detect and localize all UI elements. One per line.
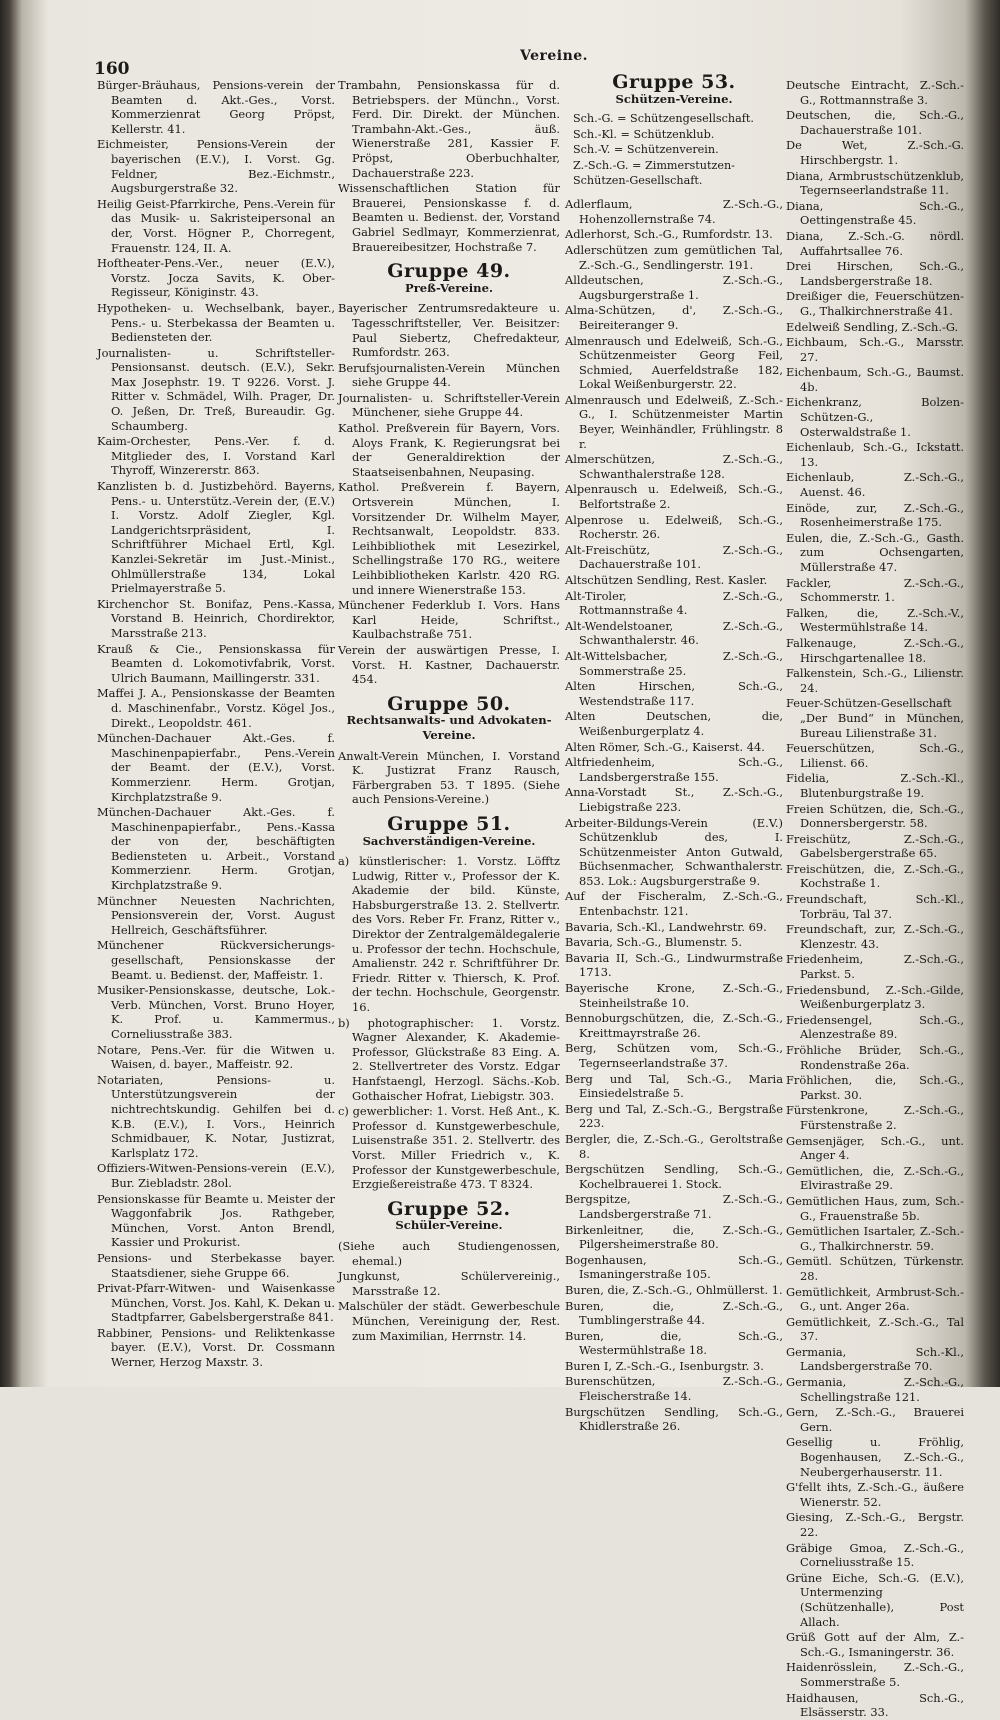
- directory-entry: Buren, die, Sch.-G., Westermühlstraße 18.: [565, 1328, 783, 1358]
- directory-entry: Bennoburgschützen, die, Z.-Sch.-G., Kreittmayrstraße 26.: [565, 1011, 783, 1040]
- directory-entry: Freien Schützen, die, Sch.-G., Donnersbergerstr. 58.: [786, 801, 964, 831]
- directory-entry: Berg, Schützen vom, Sch.-G., Tegernseerlandstraße 37.: [565, 1041, 783, 1070]
- directory-entry: Journalisten- u. Schriftsteller-Verein Münchener, siehe Gruppe 44.: [338, 390, 560, 420]
- directory-entry: Friedensengel, Sch.-G., Alenzestraße 89.: [786, 1012, 964, 1042]
- directory-entry: Hypotheken- u. Wechselbank, bayer., Pens.- u. Sterbekassa der Beamten u. Bediensteten der.: [97, 300, 335, 345]
- directory-entry: Altfriedenheim, Sch.-G., Landsbergerstraße 155.: [565, 755, 783, 784]
- directory-entry: Pensions- und Sterbekasse bayer. Staatsdiener, siehe Gruppe 66.: [97, 1250, 335, 1280]
- directory-entry: Buren I, Z.-Sch.-G., Isenburgstr. 3.: [565, 1358, 764, 1373]
- directory-entry: Eichenlaub, Sch.-G., Ickstatt. 13.: [786, 440, 964, 469]
- directory-entry: Diana, Sch.-G., Oettingenstraße 45.: [786, 198, 964, 228]
- directory-entry: Adlerflaum, Z.-Sch.-G., Hohenzollernstraße 74.: [565, 197, 783, 226]
- directory-entry: Bergschützen Sendling, Sch.-G., Kochelbrauerei 1. Stock.: [565, 1162, 783, 1191]
- directory-entry: Freischützen, die, Z.-Sch.-G., Kochstraße 1.: [786, 861, 964, 891]
- directory-entry: Bayerischer Zentrumsredakteure u. Tagesschriftsteller, Ver. Beisitzer: Paul Siebertz, Chefredakteur, Rumfordstr. 263.: [338, 301, 560, 360]
- directory-entry: Bavaria, Sch.-Kl., Landwehrstr. 69.: [565, 919, 767, 934]
- directory-entry: Diana, Z.-Sch.-G. nördl. Auffahrtsallee 76.: [786, 228, 964, 258]
- directory-entry: Falkenstein, Sch.-G., Lilienstr. 24.: [786, 666, 964, 695]
- directory-entry: Birkenleitner, die, Z.-Sch.-G., Pilgersheimerstraße 80.: [565, 1222, 783, 1252]
- directory-entry: Rabbiner, Pensions- und Reliktenkasse bayer. (E.V.), Vorst. Dr. Cossmann Werner, Herzog Maxstr. 3.: [97, 1325, 335, 1370]
- directory-entry: Berufsjournalisten-Verein München siehe Gruppe 44.: [338, 360, 560, 390]
- directory-entry: Gemütl. Schützen, Türkenstr. 28.: [786, 1254, 964, 1283]
- directory-entry: Germania, Z.-Sch.-G., Schellingstraße 121.: [786, 1375, 964, 1404]
- directory-entry: Berg und Tal, Sch.-G., Maria Einsiedelstraße 5.: [565, 1071, 783, 1101]
- directory-entry: Eulen, die, Z.-Sch.-G., Gasth. zum Ochsengarten, Müllerstraße 47.: [786, 530, 964, 574]
- directory-entry: Diana, Armbrustschützenklub, Tegernseerlandstraße 11.: [786, 168, 964, 198]
- directory-entry: Arbeiter-Bildungs-Verein (E.V.) Schützenklub des, I. Schützenmeister Anton Gutwald, Büchsenmacher, Schwanthalerstr. 853. Lok.: Augsburgerstraße 9.: [565, 815, 783, 888]
- directory-entry: Gemütlichkeit, Z.-Sch.-G., Tal 37.: [786, 1314, 964, 1344]
- directory-entry: G'fellt ihts, Z.-Sch.-G., äußere Wienerstr. 52.: [786, 1480, 964, 1509]
- directory-entry: Friedenheim, Z.-Sch.-G., Parkst. 5.: [786, 952, 964, 982]
- directory-entry: Grüß Gott auf der Alm, Z.-Sch.-G., Ismaningerstr. 36.: [786, 1630, 964, 1659]
- group-50-entries: [338, 749, 560, 807]
- group-53-abbreviations: [565, 112, 783, 188]
- directory-entry: Friedensbund, Z.-Sch.-Gilde, Weißenburgerplatz 3.: [786, 982, 964, 1012]
- directory-entry: Eichbaum, Sch.-G., Marsstr. 27.: [786, 335, 964, 364]
- directory-entry: Adlerschützen zum gemütlichen Tal, Z.-Sch.-G., Sendlingerstr. 191.: [565, 242, 783, 272]
- directory-entry: Alten Römer, Sch.-G., Kaiserst. 44.: [565, 739, 765, 754]
- directory-entry: Gesellig u. Fröhlig, Bogenhausen, Z.-Sch.-G., Neubergerhauserstr. 11.: [786, 1435, 964, 1479]
- directory-entry: Auf der Fischeralm, Z.-Sch.-G., Entenbachstr. 121.: [565, 889, 783, 919]
- directory-entry: Kaim-Orchester, Pens.-Ver. f. d. Mitglieder des, I. Vorstand Karl Thyroff, Winzererstr. 863.: [97, 434, 335, 478]
- directory-entry: Bavaria II, Sch.-G., Lindwurmstraße 1713.: [565, 950, 783, 980]
- directory-entry: Bayerische Krone, Z.-Sch.-G., Steinheilstraße 10.: [565, 981, 783, 1010]
- directory-entry: c) gewerblicher: 1. Vorst. Heß Ant., K. Professor d. Kunstgewerbeschule, Luisenstraße 351. 2. Stellvertr. des Vorst. Miller Friedrich v., K. Professor der Kunstgewerbeschule, Erzgießereistraße 473. T 8324.: [338, 1104, 560, 1192]
- directory-entry: Almerschützen, Z.-Sch.-G., Schwanthalerstraße 128.: [565, 452, 783, 481]
- running-head: Vereine.: [520, 48, 589, 64]
- directory-entry: Münchner Neuesten Nachrichten, Pensionsverein der, Vorst. August Hellreich, Geschäftsführer.: [97, 893, 335, 937]
- directory-entry: a) künstlerischer: 1. Vorstz. Löfftz Ludwig, Ritter v., Professor der K. Akademie der bild. Künste, Habsburgerstraße 13. 2. Stellvertr. des Vors. Reber Fr. Franz, Ritter v., Direktor der Zentralgemäldegalerie u. Professor der techn. Hochschule, Amalienstr. 242 r. Schriftführer Dr. Friedr. Ritter v. Thiersch, K. Prof. der techn. Hochschule, Georgenstr. 16.: [338, 854, 560, 1015]
- directory-entry: Alldeutschen, Z.-Sch.-G., Augsburgerstraße 1.: [565, 273, 783, 302]
- directory-entry: Burgschützen Sendling, Sch.-G., Khidlerstraße 26.: [565, 1404, 783, 1434]
- group-52-subheading: Schüler-Vereine.: [395, 1218, 503, 1233]
- abbreviation-line: Sch.-V. = Schützenverein.: [573, 143, 719, 157]
- group-50-heading: Gruppe 50.: [387, 692, 511, 715]
- abbreviation-line: Sch.-G. = Schützengesellschaft.: [573, 112, 754, 126]
- group-51-subheading: Sachverständigen-Vereine.: [362, 833, 536, 848]
- directory-entry: Münchener Federklub I. Vors. Hans Karl Heide, Schriftst., Kaulbachstraße 751.: [338, 598, 560, 642]
- column-2: [338, 78, 560, 1378]
- directory-entry: Feuer-Schützen-Gesellschaft „Der Bund“ in München, Bureau Lilienstraße 31.: [786, 696, 964, 740]
- directory-entry: Alpenrose u. Edelweiß, Sch.-G., Rocherstr. 26.: [565, 512, 783, 542]
- group-52-entries: [338, 1239, 560, 1343]
- abbreviation-line: Z.-Sch.-G. = Zimmerstutzen-Schützen-Gesellschaft.: [573, 158, 735, 187]
- directory-entry: Buren, die, Z.-Sch.-G., Tumblingerstraße 44.: [565, 1298, 783, 1328]
- directory-entry: Krauß & Cie., Pensionskassa für Beamten d. Lokomotivfabrik, Vorst. Ulrich Baumann, Maillingerstr. 331.: [97, 641, 335, 685]
- directory-entry: Pensionskasse für Beamte u. Meister der Waggonfabrik Jos. Rathgeber, München, Vorst. Anton Brendl, Kassier und Prokurist.: [97, 1191, 335, 1250]
- directory-entry: Heilig Geist-Pfarrkirche, Pens.-Verein für das Musik- u. Sakristeipersonal an der, Vorst. Högner P., Chorregent, Frauenstr. 124, II. A.: [97, 196, 335, 255]
- col2-top-entries: [338, 78, 560, 254]
- directory-entry: Hoftheater-Pens.-Ver., neuer (E.V.), Vorstz. Jocza Savits, K. Ober-Regisseur, Königinstr. 43.: [97, 256, 335, 300]
- column-3: [565, 71, 783, 1434]
- directory-entry: Alpenrausch u. Edelweiß, Sch.-G., Belfortstraße 2.: [565, 482, 783, 512]
- directory-entry: Adlerhorst, Sch.-G., Rumfordstr. 13.: [565, 227, 773, 242]
- directory-entry: Alt-Wittelsbacher, Z.-Sch.-G., Sommerstraße 25.: [565, 648, 783, 678]
- directory-entry: Kanzlisten b. d. Justizbehörd. Bayerns, Pens.- u. Unterstütz.-Verein der, (E.V.) I. Vorstz. Adolf Ziegler, Kgl. Landgerichtsrpräsident, I. Schriftführer Michael Ertl, Kgl. Kanzlei-Sekretär im Just.-Minist., Ohlmüllerstraße 134, Lokal Prielmayerstraße 5.: [97, 479, 335, 596]
- directory-entry: Offiziers-Witwen-Pensions-verein (E.V.), Bur. Ziebladstr. 28ol.: [97, 1161, 335, 1190]
- group-50-subheading: Rechtsanwalts- und Advokaten-Vereine.: [346, 713, 552, 742]
- directory-entry: Fackler, Z.-Sch.-G., Schommerstr. 1.: [786, 575, 964, 605]
- directory-entry: Einöde, zur, Z.-Sch.-G., Rosenheimerstraße 175.: [786, 500, 964, 530]
- directory-entry: Dreißiger die, Feuerschützen-G., Thalkirchnerstraße 41.: [786, 289, 964, 318]
- directory-entry: De Wet, Z.-Sch.-G. Hirschbergstr. 1.: [786, 138, 964, 167]
- directory-entry: Almenrausch und Edelweiß, Z.-Sch.-G., I. Schützenmeister Martin Beyer, Weinhändler, Frühlingstr. 8 r.: [565, 392, 783, 451]
- directory-entry: Burenschützen, Z.-Sch.-G., Fleischerstraße 14.: [565, 1374, 783, 1404]
- directory-entry: Freischütz, Z.-Sch.-G., Gabelsbergerstraße 65.: [786, 831, 964, 861]
- directory-entry: b) photographischer: 1. Vorstz. Wagner Alexander, K. Akademie-Professor, Glückstraße 83 Eing. A. 2. Stellvertreter des Vorstz. Edgar Hanfstaengl, Herzogl. Sächs.-Kob. Gothaischer Hofrat, Liebigstr. 303.: [338, 1015, 560, 1103]
- directory-entry: Buren, die, Z.-Sch.-G., Ohlmüllerst. 1.: [565, 1282, 783, 1297]
- directory-entry: Freundschaft, Sch.-Kl., Torbräu, Tal 37.: [786, 892, 964, 921]
- directory-entry: Notare, Pens.-Ver. für die Witwen u. Waisen, d. bayer., Maffeistr. 92.: [97, 1042, 335, 1072]
- directory-entry: Alma-Schützen, d', Z.-Sch.-G., Beireiteranger 9.: [565, 303, 783, 332]
- directory-entry: Wissenschaftlichen Station für Brauerei, Pensionskasse f. d. Beamten u. Bedienst. der, Vorstand Gabriel Sedlmayr, Kommerzienrat, Brauereibesitzer, Hochstraße 7.: [338, 181, 560, 254]
- directory-entry: Gemütlichkeit, Armbrust-Sch.-G., unt. Anger 26a.: [786, 1284, 964, 1314]
- directory-entry: Alt-Freischütz, Z.-Sch.-G., Dachauerstraße 101.: [565, 542, 783, 572]
- abbreviation-line: Sch.-Kl. = Schützenklub.: [573, 127, 715, 141]
- directory-entry: Gern, Z.-Sch.-G., Brauerei Gern.: [786, 1405, 964, 1434]
- page-number: 160: [94, 59, 130, 79]
- group-49-heading: Gruppe 49.: [387, 260, 511, 283]
- directory-entry: Privat-Pfarr-Witwen- und Waisenkasse München, Vorst. Jos. Kahl, K. Dekan u. Stadtpfarrer, Gabelsbergerstraße 841.: [97, 1281, 335, 1325]
- directory-entry: Bürger-Bräuhaus, Pensions-verein der Beamten d. Akt.-Ges., Vorst. Kommerzienrat Georg Pröpst, Kellerstr. 41.: [97, 78, 335, 136]
- directory-entry: Drei Hirschen, Sch.-G., Landsbergerstraße 18.: [786, 259, 964, 288]
- directory-entry: Gemütlichen Isartaler, Z.-Sch.-G., Thalkirchnerstr. 59.: [786, 1224, 964, 1253]
- directory-entry: Haidhausen, Sch.-G., Elsässerstr. 33.: [786, 1690, 964, 1720]
- group-49-entries: [338, 301, 560, 686]
- directory-entry: Journalisten- u. Schriftsteller-Pensionsanst. deutsch. (E.V.), Sekr. Max Josephstr. 19. T 9226. Vorst. J. Ritter v. Schmädel, Wilh. Prager, Dr. O. Jeßen, Dr. Treß, Bureaudir. Gg. Schaumberg.: [97, 345, 335, 433]
- directory-entry: Eichmeister, Pensions-Verein der bayerischen (E.V.), I. Vorst. Gg. Feldner, Bez.-Eichmstr., Augsburgerstraße 32.: [97, 137, 335, 196]
- directory-entry: Alt-Wendelstoaner, Z.-Sch.-G., Schwanthalerstr. 46.: [565, 618, 783, 648]
- directory-entry: Malschüler der städt. Gewerbeschule München, Vereinigung der, Rest. zum Maximilian, Herrnstr. 14.: [338, 1299, 560, 1343]
- directory-entry: Haidenrösslein, Z.-Sch.-G., Sommerstraße 5.: [786, 1660, 964, 1689]
- directory-entry: Bergler, die, Z.-Sch.-G., Geroltstraße 8.: [565, 1131, 783, 1161]
- group-52-heading: Gruppe 52.: [387, 1197, 511, 1220]
- directory-entry: München-Dachauer Akt.-Ges. f. Maschinenpapierfabr., Pens.-Kassa der von der, beschäftigten Bediensteten u. Arbeit., Vorstand Kommerzienr. Herm. Grotjan, Kirchplatzstraße 9.: [97, 805, 335, 893]
- directory-entry: Anna-Vorstadt St., Z.-Sch.-G., Liebigstraße 223.: [565, 785, 783, 814]
- directory-entry: Eichenbaum, Sch.-G., Baumst. 4b.: [786, 365, 964, 394]
- directory-entry: Bergspitze, Z.-Sch.-G., Landsbergerstraße 71.: [565, 1192, 783, 1221]
- directory-entry: Eichenlaub, Z.-Sch.-G., Auenst. 46.: [786, 470, 964, 500]
- directory-entry: Freundschaft, zur, Z.-Sch.-G., Klenzestr. 43.: [786, 922, 964, 951]
- directory-entry: Alten Hirschen, Sch.-G., Westendstraße 117.: [565, 679, 783, 708]
- group-53-heading: Gruppe 53.: [612, 71, 736, 93]
- col4-entries: [786, 78, 964, 1720]
- group-53-entries: [565, 197, 783, 1434]
- group-53-subheading: Schützen-Vereine.: [615, 91, 733, 106]
- directory-entry: Bavaria, Sch.-G., Blumenstr. 5.: [565, 935, 743, 950]
- directory-entry: Anwalt-Verein München, I. Vorstand K. Justizrat Franz Rausch, Färbergraben 53. T 1895. (Siehe auch Pensions-Vereine.): [338, 748, 560, 807]
- directory-entry: Gemütlichen, die, Z.-Sch.-G., Elvirastraße 29.: [786, 1163, 964, 1193]
- directory-entry: Falkenauge, Z.-Sch.-G., Hirschgartenallee 18.: [786, 635, 964, 665]
- directory-entry: Fidelia, Z.-Sch.-Kl., Blutenburgstraße 19.: [786, 771, 964, 800]
- directory-entry: Kathol. Preßverein f. Bayern, Ortsverein München, I. Vorsitzender Dr. Wilhelm Mayer, Rechtsanwalt, Leopoldstr. 833. Leihbibliothek mit Lesezirkel, Schellingstraße 170 RG., weitere Leihbibliotheken Karlstr. 420 RG. und innere Wienerstraße 153.: [338, 480, 560, 597]
- directory-entry: Alt-Tiroler, Z.-Sch.-G., Rottmannstraße 4.: [565, 588, 783, 618]
- directory-entry: Altschützen Sendling, Rest. Kasler.: [565, 573, 768, 587]
- directory-entry: Musiker-Pensionskasse, deutsche, Lok.-Verb. München, Vorst. Bruno Hoyer, K. Prof. u. Kammermus., Corneliusstraße 383.: [97, 983, 335, 1041]
- directory-entry: Trambahn, Pensionskassa für d. Betriebspers. der Münchn., Vorst. Ferd. Dir. Direkt. der München. Trambahn-Akt.-Ges., äuß. Wienerstraße 281, Kassier F. Pröpst, Oberbuchhalter, Dachauerstraße 223.: [338, 78, 560, 180]
- directory-entry: Grüne Eiche, Sch.-G. (E.V.), Untermenzing (Schützenhalle), Post Allach.: [786, 1570, 964, 1629]
- group-51-heading: Gruppe 51.: [387, 812, 511, 835]
- directory-entry: Fröhlichen, die, Sch.-G., Parkst. 30.: [786, 1073, 964, 1102]
- directory-entry: Edelweiß Sendling, Z.-Sch.-G.: [786, 319, 959, 334]
- directory-entry: Notariaten, Pensions- u. Unterstützungsverein der nichtrechtskundig. Gehilfen bei d. K.B. (E.V.), I. Vors., Heinrich Schmidbauer, K. Notar, Justizrat, Karlsplatz 172.: [97, 1072, 335, 1160]
- group-49-subheading: Preß-Vereine.: [404, 280, 494, 295]
- column-1: [97, 78, 335, 1378]
- directory-entry: (Siehe auch Studiengenossen, ehemal.): [338, 1238, 560, 1268]
- directory-entry: Gräbige Gmoa, Z.-Sch.-G., Corneliusstraße 15.: [786, 1540, 964, 1570]
- directory-entry: Kirchenchor St. Bonifaz, Pens.-Kassa, Vorstand B. Heinrich, Chordirektor, Marsstraße 213.: [97, 596, 335, 640]
- directory-entry: Münchener Rückversicherungs-gesellschaft, Pensionskasse der Beamt. u. Bedienst. der, Maffeistr. 1.: [97, 938, 335, 982]
- directory-entry: München-Dachauer Akt.-Ges. f. Maschinenpapierfabr., Pens.-Verein der Beamt. der (E.V.), Vorst. Kommerzienr. Herm. Grotjan, Kirchplatzstraße 9.: [97, 731, 335, 804]
- directory-entry: Gemütlichen Haus, zum, Sch.-G., Frauenstraße 5b.: [786, 1193, 964, 1223]
- col1-entries: [97, 78, 335, 1370]
- directory-entry: Deutsche Eintracht, Z.-Sch.-G., Rottmannstraße 3.: [786, 78, 964, 107]
- directory-entry: Bogenhausen, Sch.-G., Ismaningerstraße 105.: [565, 1252, 783, 1282]
- directory-entry: Germania, Sch.-Kl., Landsbergerstraße 70.: [786, 1344, 964, 1374]
- directory-entry: Gemsenjäger, Sch.-G., unt. Anger 4.: [786, 1133, 964, 1163]
- directory-entry: Falken, die, Z.-Sch.-V., Westermühlstraße 14.: [786, 605, 964, 635]
- directory-entry: Kathol. Preßverein für Bayern, Vors. Aloys Frank, K. Regierungsrat bei der Generaldirektion der Staatseisenbahnen, Neupasing.: [338, 421, 560, 479]
- directory-entry: Almenrausch und Edelweiß, Sch.-G., Schützenmeister Georg Feil, Schmied, Auerfeldstraße 182, Lokal Weißenburgerstr. 22.: [565, 333, 783, 392]
- directory-entry: Fröhliche Brüder, Sch.-G., Rondenstraße 26a.: [786, 1043, 964, 1072]
- directory-entry: Alten Deutschen, die, Weißenburgerplatz 4.: [565, 709, 783, 738]
- directory-entry: Giesing, Z.-Sch.-G., Bergstr. 22.: [786, 1510, 964, 1539]
- directory-entry: Berg und Tal, Z.-Sch.-G., Bergstraße 223.: [565, 1101, 783, 1131]
- directory-entry: Jungkunst, Schülervereinig., Marsstraße 12.: [338, 1269, 560, 1298]
- directory-entry: Deutschen, die, Sch.-G., Dachauerstraße 101.: [786, 108, 964, 137]
- directory-entry: Verein der auswärtigen Presse, I. Vorst. H. Kastner, Dachauerstr. 454.: [338, 642, 560, 687]
- directory-entry: Fürstenkrone, Z.-Sch.-G., Fürstenstraße 2.: [786, 1103, 964, 1132]
- directory-entry: Eichenkranz, Bolzen-Schützen-G., Osterwaldstraße 1.: [786, 395, 964, 439]
- group-51-entries: [338, 854, 560, 1192]
- directory-entry: Feuerschützen, Sch.-G., Lilienst. 66.: [786, 741, 964, 770]
- directory-entry: Maffei J. A., Pensionskasse der Beamten d. Maschinenfabr., Vorstz. Kögel Jos., Direkt., Leopoldstr. 461.: [97, 686, 335, 730]
- column-4: [786, 78, 964, 1720]
